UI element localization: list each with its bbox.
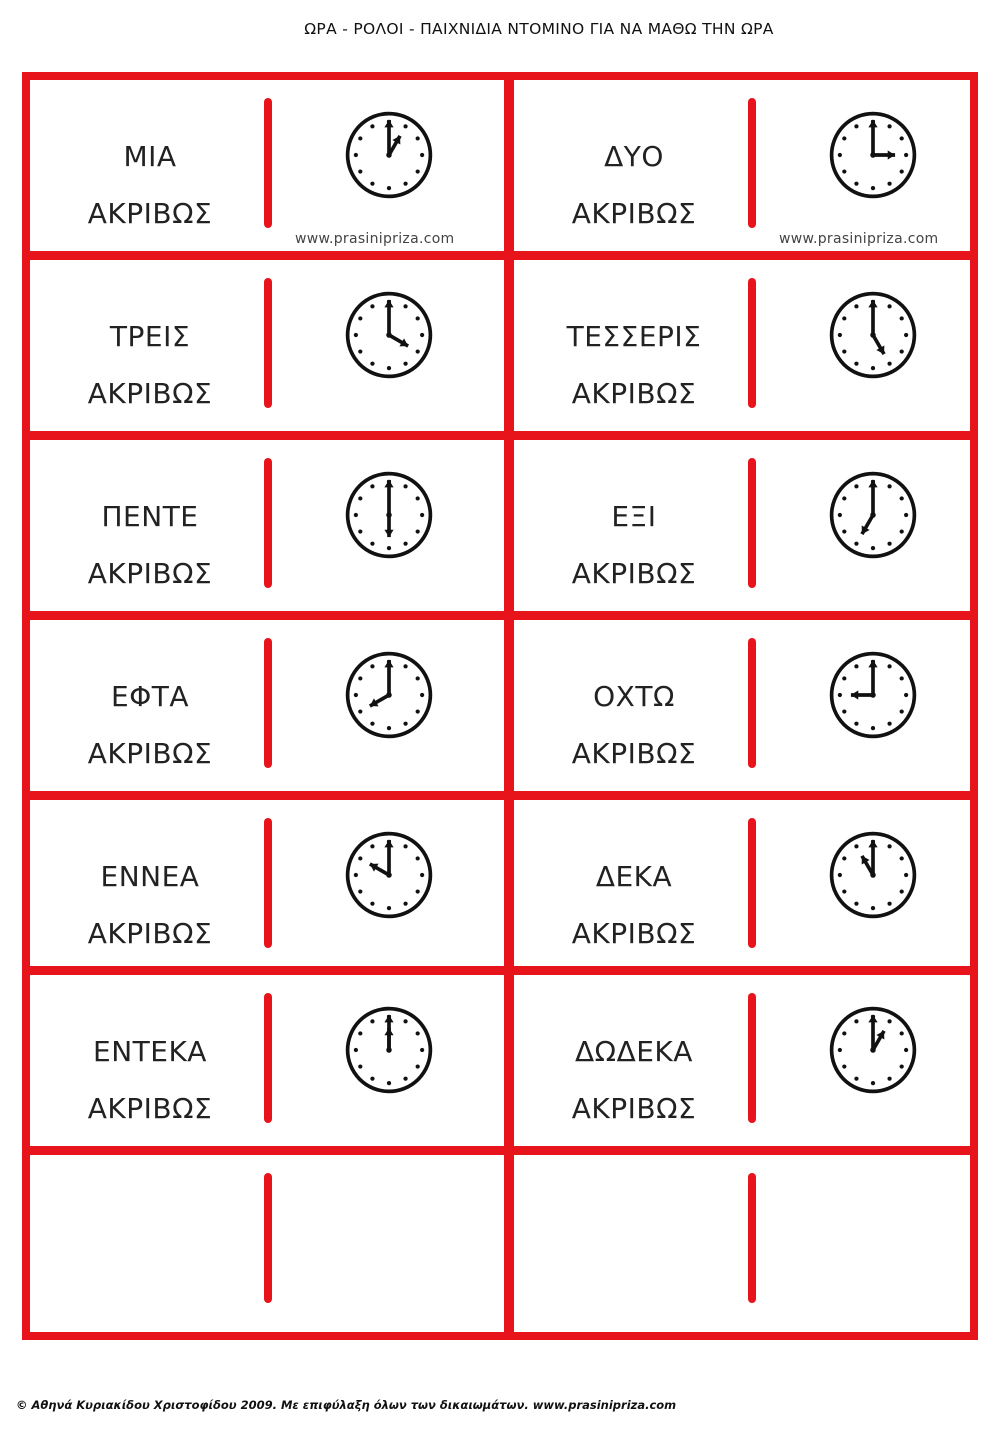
row-divider	[30, 791, 970, 800]
clock-tick	[403, 542, 407, 546]
clock-tick	[358, 1031, 362, 1035]
clock-center	[386, 152, 392, 158]
clock-tick	[420, 873, 424, 877]
domino-card	[30, 800, 496, 970]
clock-tick	[403, 124, 407, 128]
clock-tick	[370, 1019, 374, 1023]
clock-tick	[387, 186, 391, 190]
clock-tick	[854, 844, 858, 848]
clock-tick	[871, 186, 875, 190]
clock-tick	[416, 316, 420, 320]
card-divider	[748, 1173, 756, 1303]
row-divider	[30, 1146, 970, 1155]
clock-tick	[871, 1081, 875, 1085]
clock-icon	[827, 289, 919, 381]
clock-tick	[387, 546, 391, 550]
clock-tick	[354, 333, 358, 337]
clock-center	[870, 1047, 876, 1053]
website-watermark: www.prasinipriza.com	[779, 231, 939, 247]
clock-tick	[904, 153, 908, 157]
clock-tick	[900, 1064, 904, 1068]
clock-center	[870, 332, 876, 338]
clock-tick	[842, 349, 846, 353]
clock-tick	[854, 182, 858, 186]
clock-tick	[358, 349, 362, 353]
clock-tick	[403, 182, 407, 186]
clock-tick	[871, 546, 875, 550]
card-word: ΕΝΤΕΚΑ	[93, 1035, 207, 1068]
clock-icon	[343, 649, 435, 741]
clock-tick	[416, 1064, 420, 1068]
clock-tick	[854, 304, 858, 308]
card-word: ΔΥΟ	[604, 140, 664, 173]
domino-sheet	[22, 72, 978, 1340]
clock-tick	[904, 693, 908, 697]
clock-tick	[838, 693, 842, 697]
clock-tick	[900, 169, 904, 173]
clock-icon	[827, 829, 919, 921]
clock-tick	[887, 844, 891, 848]
clock-tick	[900, 709, 904, 713]
clock-tick	[900, 1031, 904, 1035]
clock-tick	[842, 316, 846, 320]
clock-tick	[370, 362, 374, 366]
clock-icon	[827, 1004, 919, 1096]
clock-tick	[370, 722, 374, 726]
clock-tick	[403, 844, 407, 848]
page-title: ΩΡΑ - ΡΟΛΟΙ - ΠΑΙΧΝΙΔΙΑ ΝΤΟΜΙΝΟ ΓΙΑ ΝΑ ΜΑΘΩ ΤΗΝ ΩΡΑ	[304, 20, 774, 38]
card-word-exactly: ΑΚΡΙΒΩΣ	[87, 917, 213, 950]
clock-tick	[416, 496, 420, 500]
clock-tick	[854, 1019, 858, 1023]
card-word-exactly: ΑΚΡΙΒΩΣ	[571, 917, 697, 950]
clock-tick	[370, 902, 374, 906]
clock-tick	[900, 529, 904, 533]
clock-center	[870, 152, 876, 158]
clock-icon	[827, 469, 919, 561]
card-word: ΕΞΙ	[611, 500, 657, 533]
clock-tick	[842, 136, 846, 140]
clock-tick	[842, 709, 846, 713]
clock-tick	[358, 496, 362, 500]
card-divider	[264, 1173, 272, 1303]
clock-tick	[403, 722, 407, 726]
clock-tick	[904, 333, 908, 337]
domino-card	[30, 620, 496, 790]
clock-tick	[887, 722, 891, 726]
clock-icon	[343, 109, 435, 201]
clock-tick	[900, 856, 904, 860]
clock-tick	[403, 1077, 407, 1081]
clock-center	[870, 692, 876, 698]
clock-tick	[854, 902, 858, 906]
clock-tick	[887, 304, 891, 308]
clock-tick	[900, 136, 904, 140]
clock-tick	[420, 153, 424, 157]
clock-tick	[403, 902, 407, 906]
card-divider	[748, 818, 756, 948]
clock-tick	[403, 664, 407, 668]
clock-tick	[854, 1077, 858, 1081]
clock-icon	[343, 829, 435, 921]
clock-tick	[370, 304, 374, 308]
domino-card	[514, 975, 980, 1145]
clock-tick	[887, 182, 891, 186]
clock-tick	[842, 856, 846, 860]
domino-card	[514, 620, 980, 790]
clock-tick	[887, 124, 891, 128]
domino-card	[514, 1155, 980, 1325]
card-word: ΠΕΝΤΕ	[101, 500, 199, 533]
clock-tick	[403, 304, 407, 308]
clock-tick	[420, 693, 424, 697]
clock-center	[870, 872, 876, 878]
clock-tick	[900, 496, 904, 500]
clock-tick	[842, 889, 846, 893]
card-word-exactly: ΑΚΡΙΒΩΣ	[87, 377, 213, 410]
clock-tick	[358, 676, 362, 680]
card-divider	[748, 638, 756, 768]
copyright-footer: © Αθηνά Κυριακίδου Χριστοφίδου 2009. Με επιφύλαξη όλων των δικαιωμάτων. www.prasinipriza.com	[16, 1398, 677, 1412]
card-word: ΕΦΤΑ	[111, 680, 189, 713]
clock-tick	[842, 529, 846, 533]
domino-card	[30, 440, 496, 610]
clock-tick	[842, 1031, 846, 1035]
clock-tick	[370, 542, 374, 546]
clock-icon	[343, 1004, 435, 1096]
card-word: ΟΧΤΩ	[593, 680, 675, 713]
clock-tick	[887, 664, 891, 668]
clock-tick	[416, 529, 420, 533]
domino-card	[514, 260, 980, 430]
row-divider	[30, 251, 970, 260]
domino-card	[30, 80, 496, 250]
clock-tick	[887, 902, 891, 906]
clock-tick	[403, 484, 407, 488]
clock-tick	[838, 1048, 842, 1052]
card-divider	[264, 458, 272, 588]
clock-tick	[354, 1048, 358, 1052]
clock-tick	[416, 349, 420, 353]
card-divider	[748, 993, 756, 1123]
clock-tick	[871, 906, 875, 910]
clock-tick	[416, 1031, 420, 1035]
card-divider	[748, 278, 756, 408]
clock-tick	[887, 362, 891, 366]
clock-tick	[420, 333, 424, 337]
row-divider	[30, 431, 970, 440]
clock-tick	[358, 856, 362, 860]
card-word: ΔΕΚΑ	[595, 860, 673, 893]
clock-tick	[358, 889, 362, 893]
card-word: ΕΝΝΕΑ	[100, 860, 200, 893]
card-divider	[264, 98, 272, 228]
card-word-exactly: ΑΚΡΙΒΩΣ	[87, 197, 213, 230]
clock-tick	[387, 726, 391, 730]
clock-tick	[854, 542, 858, 546]
clock-tick	[420, 513, 424, 517]
card-divider	[264, 818, 272, 948]
clock-tick	[387, 1081, 391, 1085]
clock-tick	[358, 316, 362, 320]
clock-tick	[842, 1064, 846, 1068]
card-divider	[748, 98, 756, 228]
card-word: ΜΙΑ	[123, 140, 177, 173]
clock-tick	[842, 496, 846, 500]
clock-center	[386, 512, 392, 518]
clock-tick	[354, 153, 358, 157]
clock-tick	[416, 856, 420, 860]
clock-tick	[416, 169, 420, 173]
clock-tick	[416, 709, 420, 713]
clock-tick	[358, 136, 362, 140]
card-word: ΤΡΕΙΣ	[109, 320, 191, 353]
clock-tick	[842, 676, 846, 680]
domino-card	[30, 1155, 496, 1325]
clock-tick	[370, 484, 374, 488]
clock-tick	[416, 136, 420, 140]
card-divider	[748, 458, 756, 588]
card-word-exactly: ΑΚΡΙΒΩΣ	[571, 737, 697, 770]
clock-tick	[838, 873, 842, 877]
row-divider	[30, 611, 970, 620]
clock-tick	[403, 362, 407, 366]
domino-card	[30, 260, 496, 430]
clock-tick	[358, 169, 362, 173]
card-divider	[264, 638, 272, 768]
clock-tick	[904, 873, 908, 877]
clock-tick	[403, 1019, 407, 1023]
card-word-exactly: ΑΚΡΙΒΩΣ	[571, 1092, 697, 1125]
clock-icon	[827, 649, 919, 741]
domino-card	[514, 800, 980, 970]
card-word-exactly: ΑΚΡΙΒΩΣ	[87, 1092, 213, 1125]
clock-tick	[854, 124, 858, 128]
clock-tick	[904, 1048, 908, 1052]
clock-tick	[887, 1077, 891, 1081]
clock-tick	[354, 513, 358, 517]
card-divider	[264, 993, 272, 1123]
clock-tick	[387, 906, 391, 910]
clock-tick	[854, 722, 858, 726]
clock-icon	[343, 469, 435, 561]
card-word: ΤΕΣΣΕΡΙΣ	[566, 320, 702, 353]
clock-tick	[838, 513, 842, 517]
domino-card	[514, 80, 980, 250]
card-word-exactly: ΑΚΡΙΒΩΣ	[571, 557, 697, 590]
clock-tick	[387, 366, 391, 370]
clock-tick	[904, 513, 908, 517]
clock-tick	[416, 889, 420, 893]
clock-tick	[900, 889, 904, 893]
clock-tick	[887, 1019, 891, 1023]
clock-tick	[416, 676, 420, 680]
clock-tick	[887, 484, 891, 488]
clock-tick	[900, 676, 904, 680]
clock-tick	[854, 664, 858, 668]
clock-tick	[871, 726, 875, 730]
clock-center	[386, 332, 392, 338]
clock-tick	[854, 484, 858, 488]
clock-tick	[370, 1077, 374, 1081]
clock-tick	[900, 316, 904, 320]
card-word-exactly: ΑΚΡΙΒΩΣ	[87, 557, 213, 590]
clock-tick	[358, 1064, 362, 1068]
clock-tick	[420, 1048, 424, 1052]
card-word-exactly: ΑΚΡΙΒΩΣ	[87, 737, 213, 770]
card-word-exactly: ΑΚΡΙΒΩΣ	[571, 197, 697, 230]
clock-tick	[854, 362, 858, 366]
website-watermark: www.prasinipriza.com	[295, 231, 455, 247]
clock-center	[386, 692, 392, 698]
clock-tick	[370, 844, 374, 848]
clock-tick	[370, 124, 374, 128]
clock-center	[870, 512, 876, 518]
clock-tick	[871, 366, 875, 370]
card-word-exactly: ΑΚΡΙΒΩΣ	[571, 377, 697, 410]
domino-card	[30, 975, 496, 1145]
clock-tick	[887, 542, 891, 546]
clock-tick	[842, 169, 846, 173]
clock-tick	[354, 693, 358, 697]
card-divider	[264, 278, 272, 408]
domino-card	[514, 440, 980, 610]
clock-center	[386, 872, 392, 878]
clock-center	[386, 1047, 392, 1053]
clock-tick	[838, 153, 842, 157]
clock-tick	[358, 529, 362, 533]
clock-icon	[343, 289, 435, 381]
card-word: ΔΩΔΕΚΑ	[575, 1035, 693, 1068]
clock-tick	[838, 333, 842, 337]
clock-tick	[358, 709, 362, 713]
clock-icon	[827, 109, 919, 201]
clock-tick	[354, 873, 358, 877]
clock-tick	[370, 182, 374, 186]
center-divider	[504, 80, 514, 1332]
clock-tick	[370, 664, 374, 668]
clock-tick	[900, 349, 904, 353]
